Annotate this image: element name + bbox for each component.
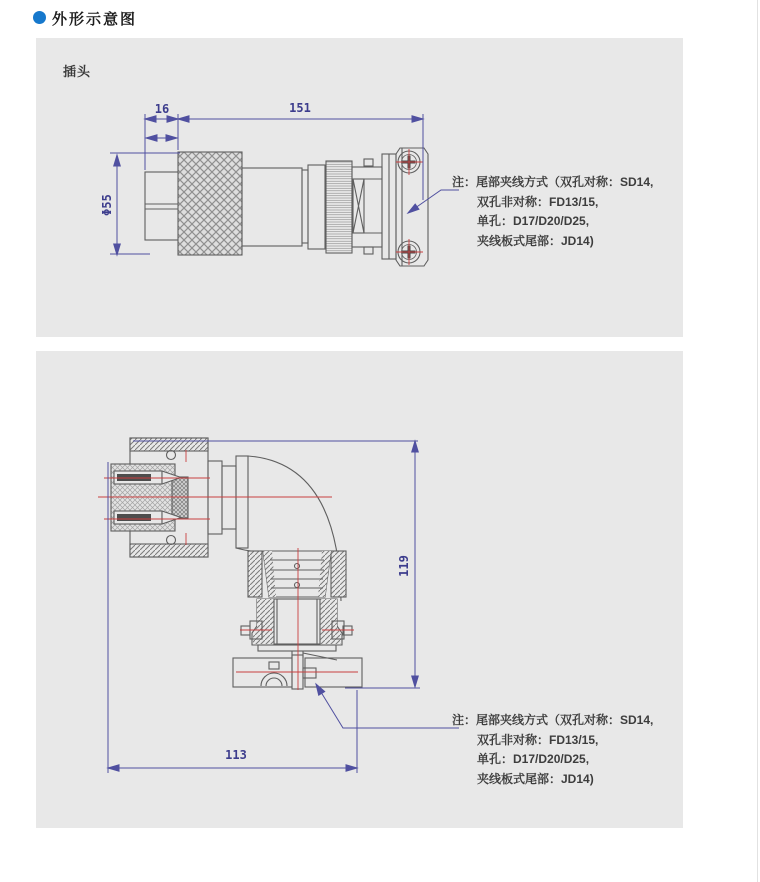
- plug-body: [145, 148, 428, 266]
- dim-113-label: 113: [225, 748, 247, 762]
- dim-119-label: 119: [397, 555, 411, 577]
- plug-note-line-1: 注：尾部夹线方式（双孔对称：SD14,: [452, 175, 654, 189]
- plug-label: 插头: [63, 64, 92, 79]
- dim-phi55-label: Φ55: [100, 194, 114, 216]
- plug-note-line-4: 夹线板式尾部：JD14): [477, 234, 594, 248]
- right-angle-note-line-4: 夹线板式尾部：JD14): [477, 772, 594, 786]
- plug-dimension-lines: [110, 114, 459, 255]
- dim-151-label: 151: [289, 101, 311, 115]
- dim-16-label: 16: [154, 102, 170, 116]
- plug-note-line-2: 双孔非对称：FD13/15,: [477, 195, 599, 209]
- page-title: 外形示意图: [52, 11, 138, 28]
- right-angle-note-line-3: 单孔：D17/D20/D25,: [477, 752, 590, 766]
- right-angle-body: [111, 438, 362, 689]
- bullet-icon: [33, 11, 46, 24]
- plug-note-line-3: 单孔：D17/D20/D25,: [477, 214, 590, 228]
- right-angle-note-line-2: 双孔非对称：FD13/15,: [477, 733, 599, 747]
- right-angle-note-line-1: 注：尾部夹线方式（双孔对称：SD14,: [452, 713, 654, 727]
- page-right-border: [757, 0, 758, 882]
